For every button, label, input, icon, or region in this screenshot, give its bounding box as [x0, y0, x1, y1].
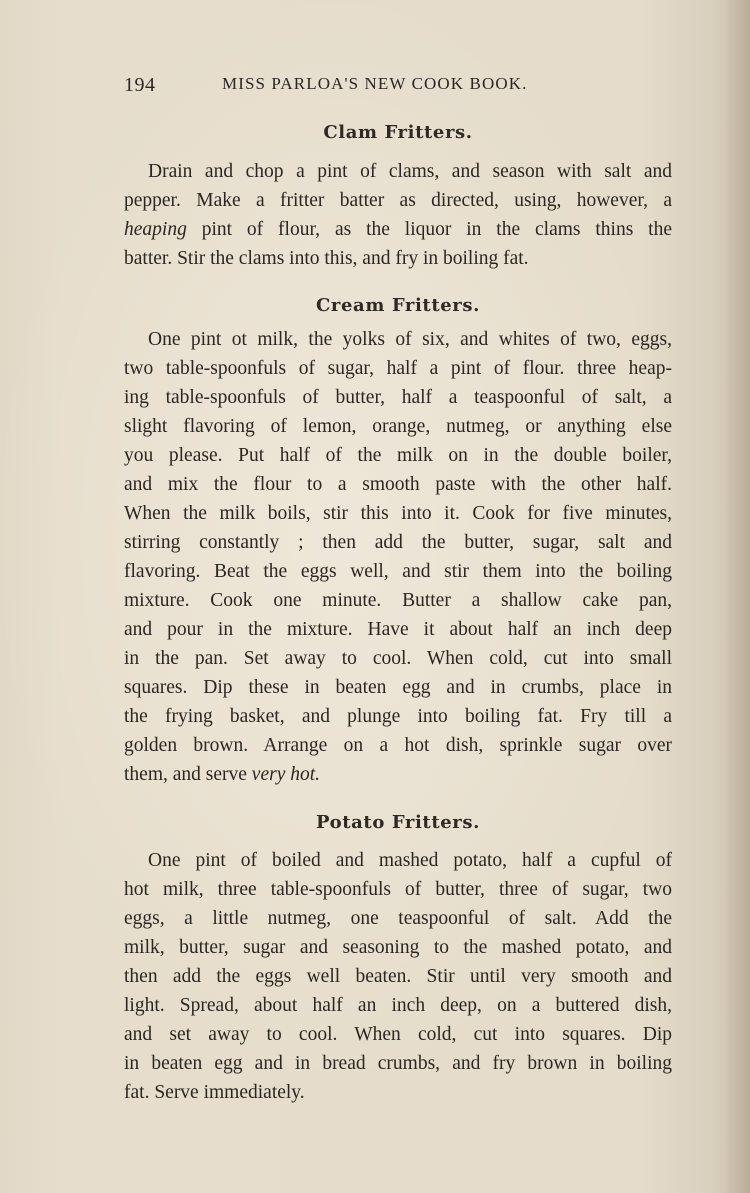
text-line: ing table-spoonfuls of butter, half a teaspoonful of salt, a [124, 387, 672, 408]
text-line: stirring constantly ; then add the butter, sugar, salt and [124, 532, 672, 553]
text-line: flavoring. Beat the eggs well, and stir them into the boiling [124, 561, 672, 582]
text-line: One pint of boiled and mashed potato, half a cupful of [148, 850, 672, 871]
text-line: two table-spoonfuls of sugar, half a pint of flour. three heap- [124, 358, 672, 379]
text-line: then add the eggs well beaten. Stir until very smooth and [124, 966, 672, 987]
page-number: 194 [124, 74, 156, 96]
text-line: Drain and chop a pint of clams, and season with salt and [148, 161, 672, 182]
book-title: MISS PARLOA'S NEW COOK BOOK. [222, 74, 528, 93]
section-heading-clam-fritters: Clam Fritters. [323, 122, 473, 143]
line-text: pint of flour, as the liquor in the clams thins the [186, 219, 672, 240]
italic-text: very hot. [251, 764, 321, 785]
text-line: hot milk, three table-spoonfuls of butter, three of sugar, two [124, 879, 672, 900]
text-line: the frying basket, and plunge into boiling fat. Fry till a [124, 706, 672, 727]
text-line: in beaten egg and in bread crumbs, and fry brown in boiling [124, 1053, 672, 1074]
section-heading-cream-fritters: Cream Fritters. [316, 295, 480, 316]
text-line: and set away to cool. When cold, cut into squares. Dip [124, 1024, 672, 1045]
text-line [124, 760, 672, 789]
text-line: pepper. Make a fritter batter as directed, using, however, a [124, 190, 672, 211]
text-line: light. Spread, about half an inch deep, on a buttered dish, [124, 995, 672, 1016]
text-line: milk, butter, sugar and seasoning to the mashed potato, and [124, 937, 672, 958]
section-heading-potato-fritters: Potato Fritters. [316, 812, 480, 833]
text-line: and pour in the mixture. Have it about half an inch deep [124, 619, 672, 640]
text-line: fat. Serve immediately. [124, 1082, 305, 1103]
text-line: squares. Dip these in beaten egg and in crumbs, place in [124, 677, 672, 698]
text-line: mixture. Cook one minute. Butter a shallow cake pan, [124, 590, 672, 611]
italic-text: heaping [124, 219, 187, 240]
text-line: in the pan. Set away to cool. When cold, cut into small [124, 648, 672, 669]
text-line: batter. Stir the clams into this, and fry in boiling fat. [124, 248, 529, 269]
text-line: eggs, a little nutmeg, one teaspoonful of salt. Add the [124, 908, 672, 929]
text-line: One pint ot milk, the yolks of six, and whites of two, eggs, [148, 329, 672, 350]
text-line: and mix the flour to a smooth paste with the other half. [124, 474, 672, 495]
text-line: golden brown. Arrange on a hot dish, sprinkle sugar over [124, 735, 672, 756]
line-text: them, and serve [124, 764, 252, 785]
text-line [124, 215, 672, 244]
text-line: slight flavoring of lemon, orange, nutmeg, or anything else [124, 416, 672, 437]
text-line: When the milk boils, stir this into it. Cook for five minutes, [124, 503, 672, 524]
running-head [124, 72, 574, 100]
text-line: you please. Put half of the milk on in the double boiler, [124, 445, 672, 466]
